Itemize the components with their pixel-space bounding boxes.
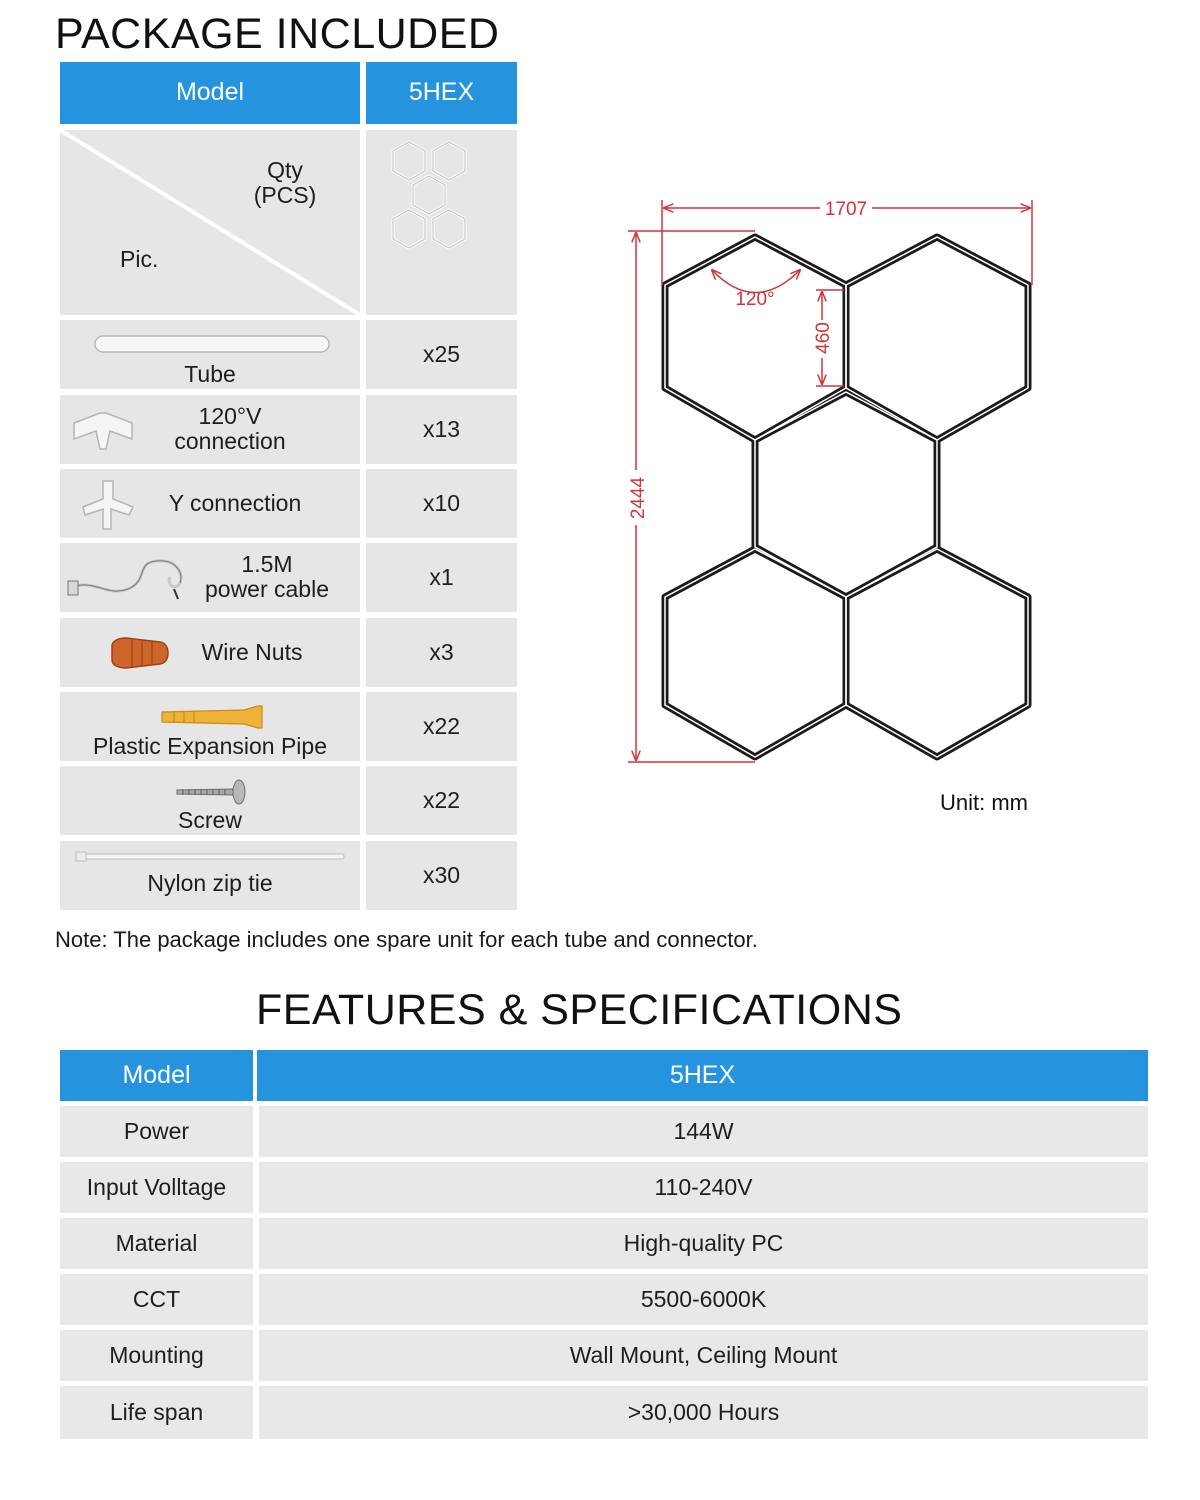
spec-value-power: 144W <box>259 1106 1148 1157</box>
item-name: Wire Nuts <box>201 639 303 665</box>
spec-label-material: Material <box>60 1218 253 1269</box>
qty-label: Qty (PCS) <box>253 157 317 209</box>
item-row-v-connection <box>60 395 360 464</box>
item-row-y-connection <box>60 469 360 538</box>
spec-value-lifespan: >30,000 Hours <box>259 1386 1148 1439</box>
spec-label-power: Power <box>60 1106 253 1157</box>
item-qty: x3 <box>366 618 517 687</box>
item-qty: x25 <box>366 320 517 389</box>
item-qty: x13 <box>366 395 517 464</box>
pic-label: Pic. <box>120 246 159 272</box>
model-header-value <box>366 62 517 124</box>
spec-label-cct: CCT <box>60 1274 253 1325</box>
spec-header-value: 5HEX <box>257 1050 1148 1101</box>
spec-value-cct: 5500-6000K <box>259 1274 1148 1325</box>
item-name: 1.5M power cable <box>204 551 330 603</box>
item-qty: x10 <box>366 469 517 538</box>
spec-header-label: Model <box>60 1050 253 1101</box>
item-name: 120°V connection <box>174 403 286 455</box>
angle-label: 120° <box>735 289 775 310</box>
expansion-pipe-icon <box>160 704 266 730</box>
hex-thumbnail-cell <box>366 130 517 315</box>
height-label: 2444 <box>628 476 649 520</box>
y-connector-icon <box>75 477 140 532</box>
package-title: PACKAGE INCLUDED <box>55 10 500 58</box>
spec-value-material: High-quality PC <box>259 1218 1148 1269</box>
package-note: Note: The package includes one spare unit for each tube and connector. <box>55 927 758 952</box>
item-name: Nylon zip tie <box>147 870 273 896</box>
side-label: 460 <box>813 322 834 354</box>
power-cable-icon <box>66 549 196 605</box>
item-qty: x1 <box>366 543 517 612</box>
item-row-tube <box>60 320 360 389</box>
item-name: Plastic Expansion Pipe <box>93 733 327 759</box>
zip-tie-icon <box>74 851 346 863</box>
item-qty: x22 <box>366 692 517 761</box>
item-row-wire-nuts <box>60 618 360 687</box>
specs-title: FEATURES & SPECIFICATIONS <box>256 986 903 1034</box>
item-name: Screw <box>178 807 242 833</box>
item-name: Y connection <box>168 490 302 516</box>
item-row-power-cable <box>60 543 360 612</box>
spec-label-lifespan: Life span <box>60 1386 253 1439</box>
spec-label-voltage: Input Volltage <box>60 1162 253 1213</box>
hex-thumbnail-icon <box>377 135 507 310</box>
model-value-text: 5HEX <box>408 78 475 107</box>
model-header-label <box>60 62 360 124</box>
model-label-text: Model <box>175 78 245 107</box>
item-name: Tube <box>184 361 236 387</box>
unit-label: Unit: mm <box>940 790 1028 815</box>
item-row-screw <box>60 766 360 835</box>
spec-label-mounting: Mounting <box>60 1330 253 1381</box>
spec-value-mounting: Wall Mount, Ceiling Mount <box>259 1330 1148 1381</box>
item-qty: x30 <box>366 841 517 910</box>
item-qty: x22 <box>366 766 517 835</box>
pic-qty-header <box>60 130 360 315</box>
width-label: 1707 <box>824 199 868 220</box>
item-row-expansion-pipe <box>60 692 360 761</box>
tube-icon <box>93 330 333 358</box>
spec-value-voltage: 110-240V <box>259 1162 1148 1213</box>
hex-dimension-diagram <box>600 190 1070 790</box>
wire-nut-icon <box>108 634 173 672</box>
v-connector-icon <box>70 405 140 455</box>
item-row-zip-tie <box>60 841 360 910</box>
screw-icon <box>175 778 251 806</box>
